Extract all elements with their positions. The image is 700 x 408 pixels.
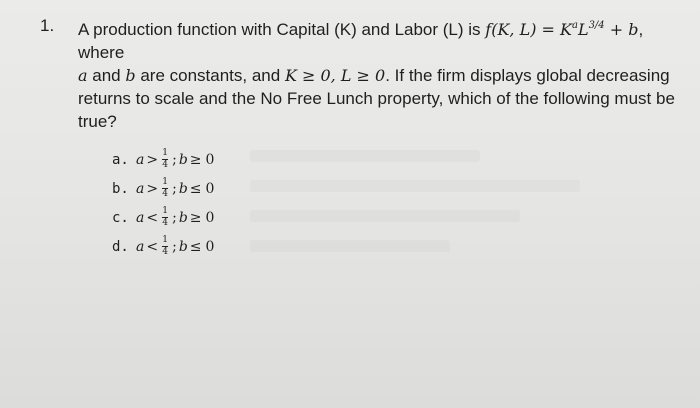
- fraction-numerator: 1: [162, 177, 168, 187]
- exponent-labor: 3/4: [588, 20, 605, 31]
- fraction-denominator: 4: [162, 218, 168, 228]
- exponent-a: a: [571, 20, 578, 31]
- answer-option[interactable]: [112, 174, 216, 203]
- fraction: [162, 178, 168, 199]
- option-var2: b: [178, 151, 188, 168]
- option-var: a: [136, 151, 145, 168]
- option-relation: <: [146, 238, 159, 255]
- question-block: [40, 14, 680, 133]
- option-separator: ;: [172, 180, 177, 197]
- fraction-numerator: 1: [162, 148, 168, 158]
- question-number: 1.: [40, 16, 55, 35]
- fraction: [162, 149, 168, 170]
- bleed-through-texture: [250, 180, 580, 192]
- fraction: [162, 207, 168, 228]
- option-expression: [136, 149, 216, 170]
- option-expression: [136, 178, 216, 199]
- bleed-through-texture: [250, 210, 520, 222]
- domain-condition: K ≥ 0, L ≥ 0: [284, 66, 386, 85]
- question-text-run: A production function with Capital (K) and Labor (L) is: [78, 20, 486, 39]
- bleed-through-texture: [250, 150, 480, 162]
- option-var: a: [136, 209, 145, 226]
- option-relation: >: [146, 180, 159, 197]
- option-relation2: ≤: [189, 180, 202, 197]
- option-expression: [136, 236, 216, 257]
- option-var2: b: [178, 238, 188, 255]
- option-relation2: ≤: [189, 238, 202, 255]
- option-letter: c.: [112, 209, 129, 226]
- production-function: f(K, L) = K: [485, 20, 572, 39]
- option-value: 0: [205, 151, 215, 168]
- constant-a: a: [78, 66, 88, 85]
- option-separator: ;: [172, 209, 177, 226]
- option-relation2: ≥: [189, 209, 202, 226]
- constant-b: b: [125, 66, 136, 85]
- option-separator: ;: [172, 238, 177, 255]
- bleed-through-texture: [250, 240, 450, 252]
- answer-option[interactable]: [112, 145, 216, 174]
- option-letter: a.: [112, 151, 129, 168]
- labor-variable: L: [577, 20, 589, 39]
- fraction: [162, 236, 168, 257]
- fraction-denominator: 4: [162, 189, 168, 199]
- option-relation2: ≥: [189, 151, 202, 168]
- question-line-3: returns to scale and the No Free Lunch property, which of the following must be: [78, 89, 675, 108]
- option-relation: >: [146, 151, 159, 168]
- option-letter: d.: [112, 238, 129, 255]
- option-var2: b: [178, 209, 188, 226]
- option-value: 0: [205, 209, 215, 226]
- option-var: a: [136, 180, 145, 197]
- option-letter: b.: [112, 180, 129, 197]
- fraction-denominator: 4: [162, 247, 168, 257]
- fraction-numerator: 1: [162, 206, 168, 216]
- question-text: [78, 14, 680, 133]
- constant-term: + b: [604, 20, 639, 39]
- answer-option[interactable]: [112, 203, 216, 232]
- option-var2: b: [178, 180, 188, 197]
- option-relation: <: [146, 209, 159, 226]
- question-text-run: , where: [78, 20, 644, 62]
- option-value: 0: [205, 180, 215, 197]
- answer-option[interactable]: [112, 232, 216, 261]
- option-value: 0: [205, 238, 215, 255]
- option-separator: ;: [172, 151, 177, 168]
- question-text-run: and: [87, 66, 126, 85]
- fraction-numerator: 1: [162, 235, 168, 245]
- question-line-4: true?: [78, 112, 117, 131]
- option-var: a: [136, 238, 145, 255]
- question-text-run: . If the firm displays global decreasing: [385, 66, 670, 85]
- answer-options: [112, 145, 216, 261]
- question-line-2: [78, 64, 680, 87]
- question-text-run: are constants, and: [135, 66, 285, 85]
- fraction-denominator: 4: [162, 160, 168, 170]
- question-line-1: [78, 14, 680, 64]
- option-expression: [136, 207, 216, 228]
